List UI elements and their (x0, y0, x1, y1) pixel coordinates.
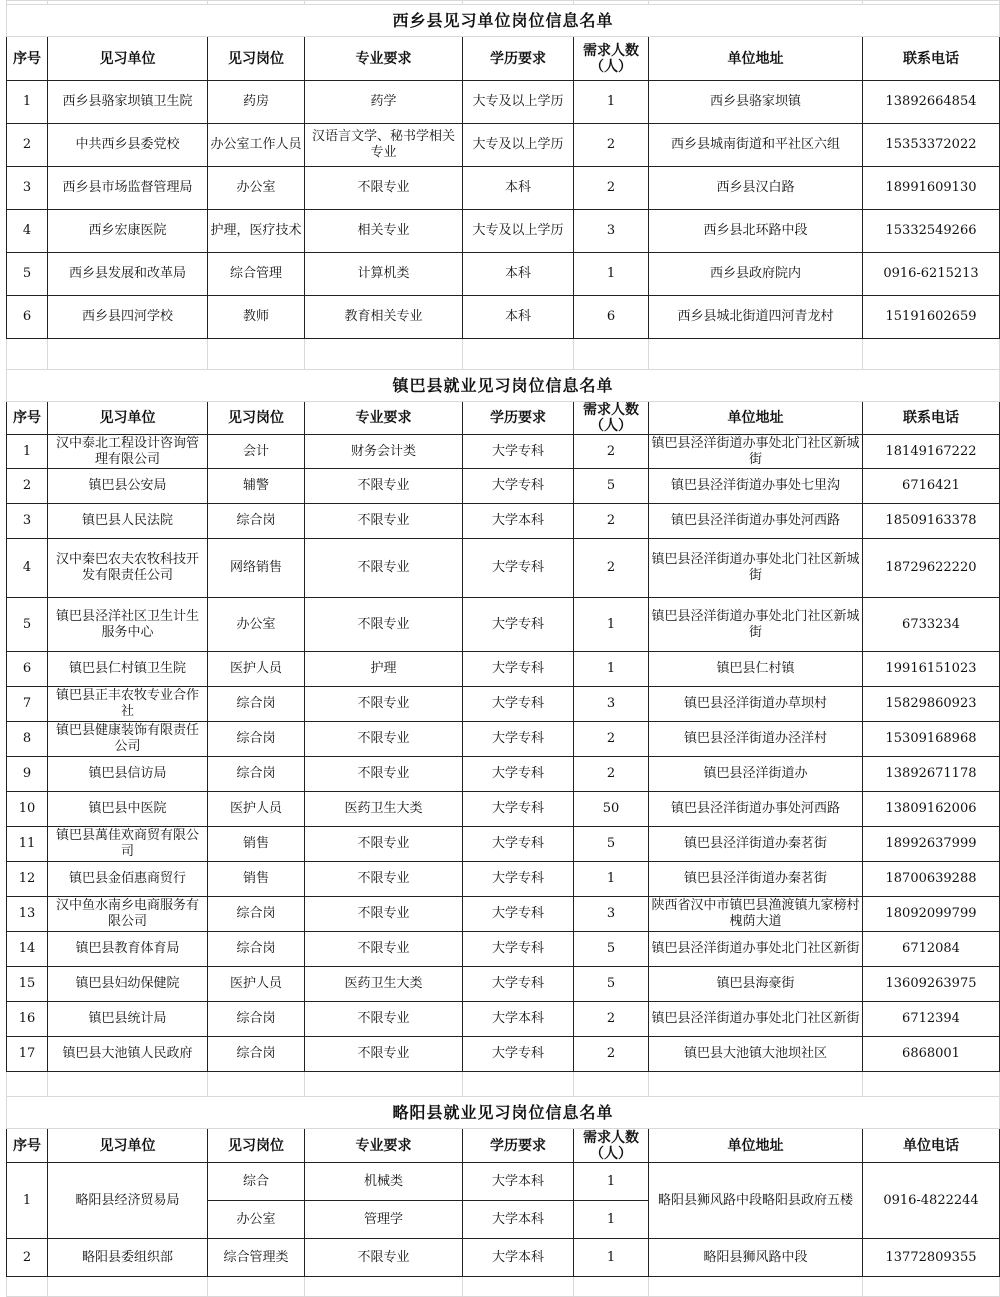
cell-phone[interactable]: 15191602659 (863, 296, 1000, 339)
cell-edu[interactable]: 大专及以上学历 (463, 81, 574, 124)
cell-major[interactable]: 医药卫生大类 (305, 967, 463, 1002)
cell-major[interactable]: 药学 (305, 81, 463, 124)
cell-edu[interactable]: 大学专科 (463, 757, 574, 792)
cell-major[interactable]: 机械类 (305, 1163, 463, 1201)
cell-phone[interactable]: 15829860923 (863, 687, 1000, 722)
cell-unit[interactable]: 镇巴县中医院 (48, 792, 208, 827)
cell-major[interactable]: 不限专业 (305, 1037, 463, 1072)
cell-unit[interactable]: 中共西乡县委党校 (48, 124, 208, 167)
cell-no[interactable]: 10 (7, 792, 48, 827)
column-header-edu[interactable]: 学历要求 (463, 1129, 574, 1163)
cell-edu[interactable]: 大学专科 (463, 652, 574, 687)
section-title-row (7, 5, 1000, 37)
cell-address[interactable]: 镇巴县泾洋街道办事处北门社区新城街 (649, 598, 863, 652)
table-row (7, 757, 1000, 792)
cell-count[interactable]: 2 (574, 722, 649, 757)
cell-unit[interactable]: 镇巴县泾洋社区卫生计生服务中心 (48, 598, 208, 652)
section-spacer-row (7, 1072, 1000, 1097)
column-header-edu[interactable]: 学历要求 (463, 402, 574, 435)
cell-address[interactable]: 镇巴县泾洋街道办事处七里沟 (649, 469, 863, 504)
cell-major[interactable]: 不限专业 (305, 687, 463, 722)
cell-phone[interactable]: 19916151023 (863, 652, 1000, 687)
cell-post[interactable]: 销售 (208, 862, 305, 897)
cell-address[interactable]: 镇巴县泾洋街道办事处北门社区新城街 (649, 435, 863, 469)
cell-no[interactable]: 9 (7, 757, 48, 792)
cell-edu[interactable]: 大学本科 (463, 1201, 574, 1239)
cell-post[interactable]: 医护人员 (208, 652, 305, 687)
section-title-row (7, 1097, 1000, 1129)
cell-edu[interactable]: 大学本科 (463, 1002, 574, 1037)
cell-post[interactable]: 辅警 (208, 469, 305, 504)
empty-cell[interactable] (649, 1277, 863, 1297)
cell-phone[interactable]: 6733234 (863, 598, 1000, 652)
cell-address[interactable]: 镇巴县泾洋街道办事处北门社区新街 (649, 1002, 863, 1037)
cell-post[interactable]: 办公室 (208, 167, 305, 210)
cell-phone[interactable]: 18991609130 (863, 167, 1000, 210)
cell-unit[interactable]: 镇巴县人民法院 (48, 504, 208, 539)
column-header-address[interactable]: 单位地址 (649, 402, 863, 435)
table-row (7, 296, 1000, 339)
empty-cell[interactable] (863, 1072, 1000, 1097)
cell-unit[interactable]: 西乡宏康医院 (48, 210, 208, 253)
cell-edu[interactable]: 大学专科 (463, 539, 574, 598)
cell-post[interactable]: 医护人员 (208, 967, 305, 1002)
cell-count[interactable]: 1 (574, 652, 649, 687)
cell-major[interactable]: 不限专业 (305, 1239, 463, 1277)
empty-cell[interactable] (48, 1277, 208, 1297)
column-header-unit[interactable]: 见习单位 (48, 402, 208, 435)
section-title-row (7, 370, 1000, 402)
cell-major[interactable]: 不限专业 (305, 827, 463, 862)
cell-no[interactable]: 14 (7, 932, 48, 967)
cell-edu[interactable]: 本科 (463, 296, 574, 339)
cell-no[interactable]: 3 (7, 504, 48, 539)
table-row (7, 932, 1000, 967)
cell-phone[interactable]: 18092099799 (863, 897, 1000, 932)
cell-count[interactable]: 2 (574, 504, 649, 539)
table-row (7, 210, 1000, 253)
cell-major[interactable]: 不限专业 (305, 862, 463, 897)
cell-count[interactable]: 2 (574, 539, 649, 598)
cell-post[interactable]: 会计 (208, 435, 305, 469)
column-header-post[interactable]: 见习岗位 (208, 402, 305, 435)
cell-major[interactable]: 不限专业 (305, 469, 463, 504)
cell-major[interactable]: 教育相关专业 (305, 296, 463, 339)
cell-address[interactable]: 镇巴县泾洋街道办事处河西路 (649, 504, 863, 539)
cell-edu[interactable]: 大专及以上学历 (463, 210, 574, 253)
column-header-address[interactable]: 单位地址 (649, 37, 863, 81)
column-header-count[interactable]: 需求人数（人） (574, 402, 649, 435)
cell-address[interactable]: 西乡县城南街道和平社区六组 (649, 124, 863, 167)
empty-cell[interactable] (305, 1277, 463, 1297)
cell-edu[interactable]: 大学专科 (463, 862, 574, 897)
cell-phone[interactable]: 6712084 (863, 932, 1000, 967)
table-row (7, 539, 1000, 598)
cell-no[interactable]: 7 (7, 687, 48, 722)
empty-cell[interactable] (305, 1072, 463, 1097)
cell-address[interactable]: 西乡县北环路中段 (649, 210, 863, 253)
cell-post[interactable]: 综合岗 (208, 1002, 305, 1037)
cell-no[interactable]: 16 (7, 1002, 48, 1037)
cell-count[interactable]: 3 (574, 210, 649, 253)
cell-unit[interactable]: 西乡县四河学校 (48, 296, 208, 339)
cell-major[interactable]: 不限专业 (305, 757, 463, 792)
cell-edu[interactable]: 大学本科 (463, 504, 574, 539)
empty-cell[interactable] (208, 339, 305, 370)
table-row (7, 435, 1000, 469)
cell-unit[interactable]: 镇巴县妇幼保健院 (48, 967, 208, 1002)
cell-major[interactable]: 不限专业 (305, 598, 463, 652)
cell-unit[interactable]: 镇巴县萬佳欢商贸有限公司 (48, 827, 208, 862)
cell-count[interactable]: 5 (574, 967, 649, 1002)
column-header-count[interactable]: 需求人数（人） (574, 1129, 649, 1163)
cell-address[interactable]: 镇巴县泾洋街道办秦茗街 (649, 862, 863, 897)
empty-cell[interactable] (574, 1277, 649, 1297)
table-row (7, 687, 1000, 722)
column-header-unit[interactable]: 见习单位 (48, 37, 208, 81)
cell-count[interactable]: 5 (574, 469, 649, 504)
cell-post[interactable]: 综合岗 (208, 687, 305, 722)
empty-cell[interactable] (649, 339, 863, 370)
cell-post[interactable]: 综合管理 (208, 253, 305, 296)
column-header-unit[interactable]: 见习单位 (48, 1129, 208, 1163)
empty-cell[interactable] (463, 1277, 574, 1297)
cell-no[interactable]: 8 (7, 722, 48, 757)
table-row (7, 253, 1000, 296)
cell-no[interactable]: 1 (7, 81, 48, 124)
cell-count[interactable]: 3 (574, 897, 649, 932)
cell-major[interactable]: 汉语言文学、秘书学相关专业 (305, 124, 463, 167)
cell-major[interactable]: 医药卫生大类 (305, 792, 463, 827)
cell-address[interactable]: 镇巴县泾洋街道办事处北门社区新街 (649, 932, 863, 967)
empty-cell[interactable] (863, 1277, 1000, 1297)
column-header-phone[interactable]: 联系电话 (863, 402, 1000, 435)
cell-no[interactable]: 2 (7, 124, 48, 167)
table-row (7, 897, 1000, 932)
cell-unit[interactable]: 汉中秦巴农夫农牧科技开发有限责任公司 (48, 539, 208, 598)
column-header-phone[interactable]: 联系电话 (863, 37, 1000, 81)
cell-no[interactable]: 3 (7, 167, 48, 210)
cell-unit[interactable]: 镇巴县公安局 (48, 469, 208, 504)
cell-post[interactable]: 综合岗 (208, 722, 305, 757)
cell-unit[interactable]: 镇巴县信访局 (48, 757, 208, 792)
cell-count[interactable]: 1 (574, 862, 649, 897)
cell-no[interactable]: 4 (7, 210, 48, 253)
column-header-post[interactable]: 见习岗位 (208, 1129, 305, 1163)
empty-cell[interactable] (7, 1072, 48, 1097)
cell-unit[interactable]: 镇巴县金佰惠商贸行 (48, 862, 208, 897)
cell-edu[interactable]: 大学专科 (463, 722, 574, 757)
table-row (7, 792, 1000, 827)
cell-phone[interactable]: 6868001 (863, 1037, 1000, 1072)
column-header-count[interactable]: 需求人数（人） (574, 37, 649, 81)
column-header-no[interactable]: 序号 (7, 1129, 48, 1163)
cell-major[interactable]: 护理 (305, 652, 463, 687)
cell-post[interactable]: 药房 (208, 81, 305, 124)
cell-no[interactable]: 15 (7, 967, 48, 1002)
cell-edu[interactable]: 大学专科 (463, 967, 574, 1002)
cell-count[interactable]: 5 (574, 827, 649, 862)
cell-address[interactable]: 镇巴县海豪街 (649, 967, 863, 1002)
cell-major[interactable]: 财务会计类 (305, 435, 463, 469)
cell-address[interactable]: 镇巴县仁村镇 (649, 652, 863, 687)
table-row (7, 1002, 1000, 1037)
cell-edu[interactable]: 大学专科 (463, 435, 574, 469)
empty-cell[interactable] (208, 1277, 305, 1297)
cell-address[interactable]: 镇巴县泾洋街道办泾洋村 (649, 722, 863, 757)
cell-major[interactable]: 计算机类 (305, 253, 463, 296)
cell-major[interactable]: 管理学 (305, 1201, 463, 1239)
cell-post[interactable]: 医护人员 (208, 792, 305, 827)
cell-phone[interactable]: 13892664854 (863, 81, 1000, 124)
section-title[interactable]: 西乡县见习单位岗位信息名单 (7, 5, 1000, 37)
cell-phone[interactable]: 15353372022 (863, 124, 1000, 167)
cell-phone[interactable]: 0916-4822244 (863, 1163, 1000, 1239)
cell-edu[interactable]: 大学专科 (463, 687, 574, 722)
empty-cell[interactable] (305, 339, 463, 370)
cell-count[interactable]: 2 (574, 167, 649, 210)
table-row (7, 652, 1000, 687)
cell-phone[interactable]: 0916-6215213 (863, 253, 1000, 296)
cell-no[interactable]: 13 (7, 897, 48, 932)
empty-cell[interactable] (7, 1277, 48, 1297)
cell-address[interactable]: 西乡县城北街道四河青龙村 (649, 296, 863, 339)
cell-edu[interactable]: 本科 (463, 167, 574, 210)
table-row (7, 167, 1000, 210)
cell-count[interactable]: 6 (574, 296, 649, 339)
cell-address[interactable]: 镇巴县泾洋街道办 (649, 757, 863, 792)
cell-major[interactable]: 不限专业 (305, 722, 463, 757)
cell-count[interactable]: 2 (574, 757, 649, 792)
cell-post[interactable]: 办公室 (208, 598, 305, 652)
cell-edu[interactable]: 大专及以上学历 (463, 124, 574, 167)
cell-no[interactable]: 12 (7, 862, 48, 897)
empty-cell[interactable] (574, 1072, 649, 1097)
table-row (7, 862, 1000, 897)
cell-no[interactable]: 6 (7, 652, 48, 687)
cell-no[interactable]: 1 (7, 435, 48, 469)
cell-post[interactable]: 销售 (208, 827, 305, 862)
empty-cell[interactable] (863, 339, 1000, 370)
column-header-no[interactable]: 序号 (7, 37, 48, 81)
column-header-post[interactable]: 见习岗位 (208, 37, 305, 81)
cell-major[interactable]: 不限专业 (305, 167, 463, 210)
cell-unit[interactable]: 汉中泰北工程设计咨询管理有限公司 (48, 435, 208, 469)
cell-post[interactable]: 综合岗 (208, 932, 305, 967)
cell-unit[interactable]: 西乡县市场监督管理局 (48, 167, 208, 210)
cell-unit[interactable]: 镇巴县大池镇人民政府 (48, 1037, 208, 1072)
cell-edu[interactable]: 大学本科 (463, 1239, 574, 1277)
cell-address[interactable]: 镇巴县泾洋街道办事处河西路 (649, 792, 863, 827)
cell-count[interactable]: 1 (574, 253, 649, 296)
cell-count[interactable]: 2 (574, 1037, 649, 1072)
section-spacer-row (7, 339, 1000, 370)
cell-edu[interactable]: 大学专科 (463, 469, 574, 504)
cell-phone[interactable]: 13809162006 (863, 792, 1000, 827)
column-header-major[interactable]: 专业要求 (305, 402, 463, 435)
cell-phone[interactable]: 15309168968 (863, 722, 1000, 757)
cell-address[interactable]: 镇巴县大池镇大池坝社区 (649, 1037, 863, 1072)
section-title[interactable]: 略阳县就业见习岗位信息名单 (7, 1097, 1000, 1129)
cell-edu[interactable]: 本科 (463, 253, 574, 296)
cell-phone[interactable]: 18729622220 (863, 539, 1000, 598)
empty-cell[interactable] (48, 1072, 208, 1097)
cell-count[interactable]: 2 (574, 1002, 649, 1037)
cell-edu[interactable]: 大学专科 (463, 598, 574, 652)
cell-major[interactable]: 不限专业 (305, 539, 463, 598)
cell-post[interactable]: 综合 (208, 1163, 305, 1201)
cell-count[interactable]: 1 (574, 1163, 649, 1201)
empty-cell[interactable] (463, 1072, 574, 1097)
cell-count[interactable]: 1 (574, 598, 649, 652)
cell-post[interactable]: 综合岗 (208, 1037, 305, 1072)
cell-post[interactable]: 网络销售 (208, 539, 305, 598)
table-row (7, 722, 1000, 757)
cell-address[interactable]: 镇巴县泾洋街道办秦茗街 (649, 827, 863, 862)
cell-no[interactable]: 2 (7, 1239, 48, 1277)
cell-unit[interactable]: 略阳县委组织部 (48, 1239, 208, 1277)
cell-edu[interactable]: 大学专科 (463, 827, 574, 862)
table-row (7, 598, 1000, 652)
empty-cell[interactable] (649, 1072, 863, 1097)
cell-phone[interactable]: 18992637999 (863, 827, 1000, 862)
cell-post[interactable]: 办公室工作人员 (208, 124, 305, 167)
cell-phone[interactable]: 18509163378 (863, 504, 1000, 539)
header-row (7, 402, 1000, 435)
cell-phone[interactable]: 13892671178 (863, 757, 1000, 792)
cell-count[interactable]: 2 (574, 435, 649, 469)
cell-post[interactable]: 办公室 (208, 1201, 305, 1239)
cell-phone[interactable]: 13609263975 (863, 967, 1000, 1002)
section-title[interactable]: 镇巴县就业见习岗位信息名单 (7, 370, 1000, 402)
table-row (7, 81, 1000, 124)
cell-phone[interactable]: 15332549266 (863, 210, 1000, 253)
cell-count[interactable]: 50 (574, 792, 649, 827)
cell-count[interactable]: 1 (574, 1239, 649, 1277)
cell-post[interactable]: 综合岗 (208, 757, 305, 792)
cell-post[interactable]: 综合岗 (208, 897, 305, 932)
cell-address[interactable]: 略阳县狮风路中段略阳县政府五楼 (649, 1163, 863, 1239)
cell-address[interactable]: 西乡县骆家坝镇 (649, 81, 863, 124)
cell-major[interactable]: 不限专业 (305, 504, 463, 539)
empty-cell[interactable] (208, 1072, 305, 1097)
cell-unit[interactable]: 镇巴县仁村镇卫生院 (48, 652, 208, 687)
internship-table (6, 0, 1000, 1297)
cell-unit[interactable]: 西乡县骆家坝镇卫生院 (48, 81, 208, 124)
cell-post[interactable]: 综合岗 (208, 504, 305, 539)
cell-phone[interactable]: 6712394 (863, 1002, 1000, 1037)
cell-address[interactable]: 西乡县政府院内 (649, 253, 863, 296)
cell-major[interactable]: 不限专业 (305, 1002, 463, 1037)
cell-edu[interactable]: 大学专科 (463, 932, 574, 967)
cell-unit[interactable]: 镇巴县健康装饰有限责任公司 (48, 722, 208, 757)
cell-phone[interactable]: 6716421 (863, 469, 1000, 504)
cell-count[interactable]: 1 (574, 1201, 649, 1239)
table-row (7, 469, 1000, 504)
empty-cell[interactable] (574, 339, 649, 370)
header-row (7, 37, 1000, 81)
cell-post[interactable]: 综合管理类 (208, 1239, 305, 1277)
column-header-major[interactable]: 专业要求 (305, 37, 463, 81)
table-row (7, 504, 1000, 539)
cell-count[interactable]: 1 (574, 81, 649, 124)
cell-address[interactable]: 镇巴县泾洋街道办草坝村 (649, 687, 863, 722)
cell-no[interactable]: 4 (7, 539, 48, 598)
cell-no[interactable]: 2 (7, 469, 48, 504)
cell-unit[interactable]: 西乡县发展和改革局 (48, 253, 208, 296)
cell-count[interactable]: 5 (574, 932, 649, 967)
cell-edu[interactable]: 大学专科 (463, 1037, 574, 1072)
empty-cell[interactable] (48, 339, 208, 370)
spreadsheet (6, 0, 999, 1297)
header-row (7, 1129, 1000, 1163)
table-row (7, 1239, 1000, 1277)
cell-major[interactable]: 不限专业 (305, 932, 463, 967)
cell-no[interactable]: 1 (7, 1163, 48, 1239)
table-row (7, 827, 1000, 862)
table-row (7, 967, 1000, 1002)
cell-count[interactable]: 3 (574, 687, 649, 722)
cell-count[interactable]: 2 (574, 124, 649, 167)
column-header-edu[interactable]: 学历要求 (463, 37, 574, 81)
cell-address[interactable]: 略阳县狮风路中段 (649, 1239, 863, 1277)
cell-unit[interactable]: 镇巴县正丰农牧专业合作社 (48, 687, 208, 722)
cell-no[interactable]: 17 (7, 1037, 48, 1072)
table-row (7, 124, 1000, 167)
cell-post[interactable]: 教师 (208, 296, 305, 339)
cell-no[interactable]: 11 (7, 827, 48, 862)
cell-address[interactable]: 陕西省汉中市镇巴县渔渡镇九家榜村槐荫大道 (649, 897, 863, 932)
column-header-major[interactable]: 专业要求 (305, 1129, 463, 1163)
column-header-no[interactable]: 序号 (7, 402, 48, 435)
cell-unit[interactable]: 镇巴县统计局 (48, 1002, 208, 1037)
column-header-address[interactable]: 单位地址 (649, 1129, 863, 1163)
cell-no[interactable]: 5 (7, 598, 48, 652)
cell-address[interactable]: 西乡县汉白路 (649, 167, 863, 210)
table-row (7, 1037, 1000, 1072)
cell-major[interactable]: 相关专业 (305, 210, 463, 253)
cell-phone[interactable]: 13772809355 (863, 1239, 1000, 1277)
cell-no[interactable]: 5 (7, 253, 48, 296)
cell-major[interactable]: 不限专业 (305, 897, 463, 932)
cell-unit[interactable]: 镇巴县教育体育局 (48, 932, 208, 967)
column-header-phone[interactable]: 单位电话 (863, 1129, 1000, 1163)
cell-unit[interactable]: 略阳县经济贸易局 (48, 1163, 208, 1239)
empty-cell[interactable] (7, 339, 48, 370)
table-row (7, 1163, 1000, 1201)
cell-unit[interactable]: 汉中鱼水南乡电商服务有限公司 (48, 897, 208, 932)
cell-post[interactable]: 护理，医疗技术 (208, 210, 305, 253)
empty-cell[interactable] (463, 339, 574, 370)
section-spacer-row (7, 1277, 1000, 1297)
cell-phone[interactable]: 18149167222 (863, 435, 1000, 469)
cell-edu[interactable]: 大学本科 (463, 1163, 574, 1201)
cell-edu[interactable]: 大学专科 (463, 792, 574, 827)
cell-address[interactable]: 镇巴县泾洋街道办事处北门社区新城街 (649, 539, 863, 598)
cell-phone[interactable]: 18700639288 (863, 862, 1000, 897)
cell-no[interactable]: 6 (7, 296, 48, 339)
cell-edu[interactable]: 大学专科 (463, 897, 574, 932)
